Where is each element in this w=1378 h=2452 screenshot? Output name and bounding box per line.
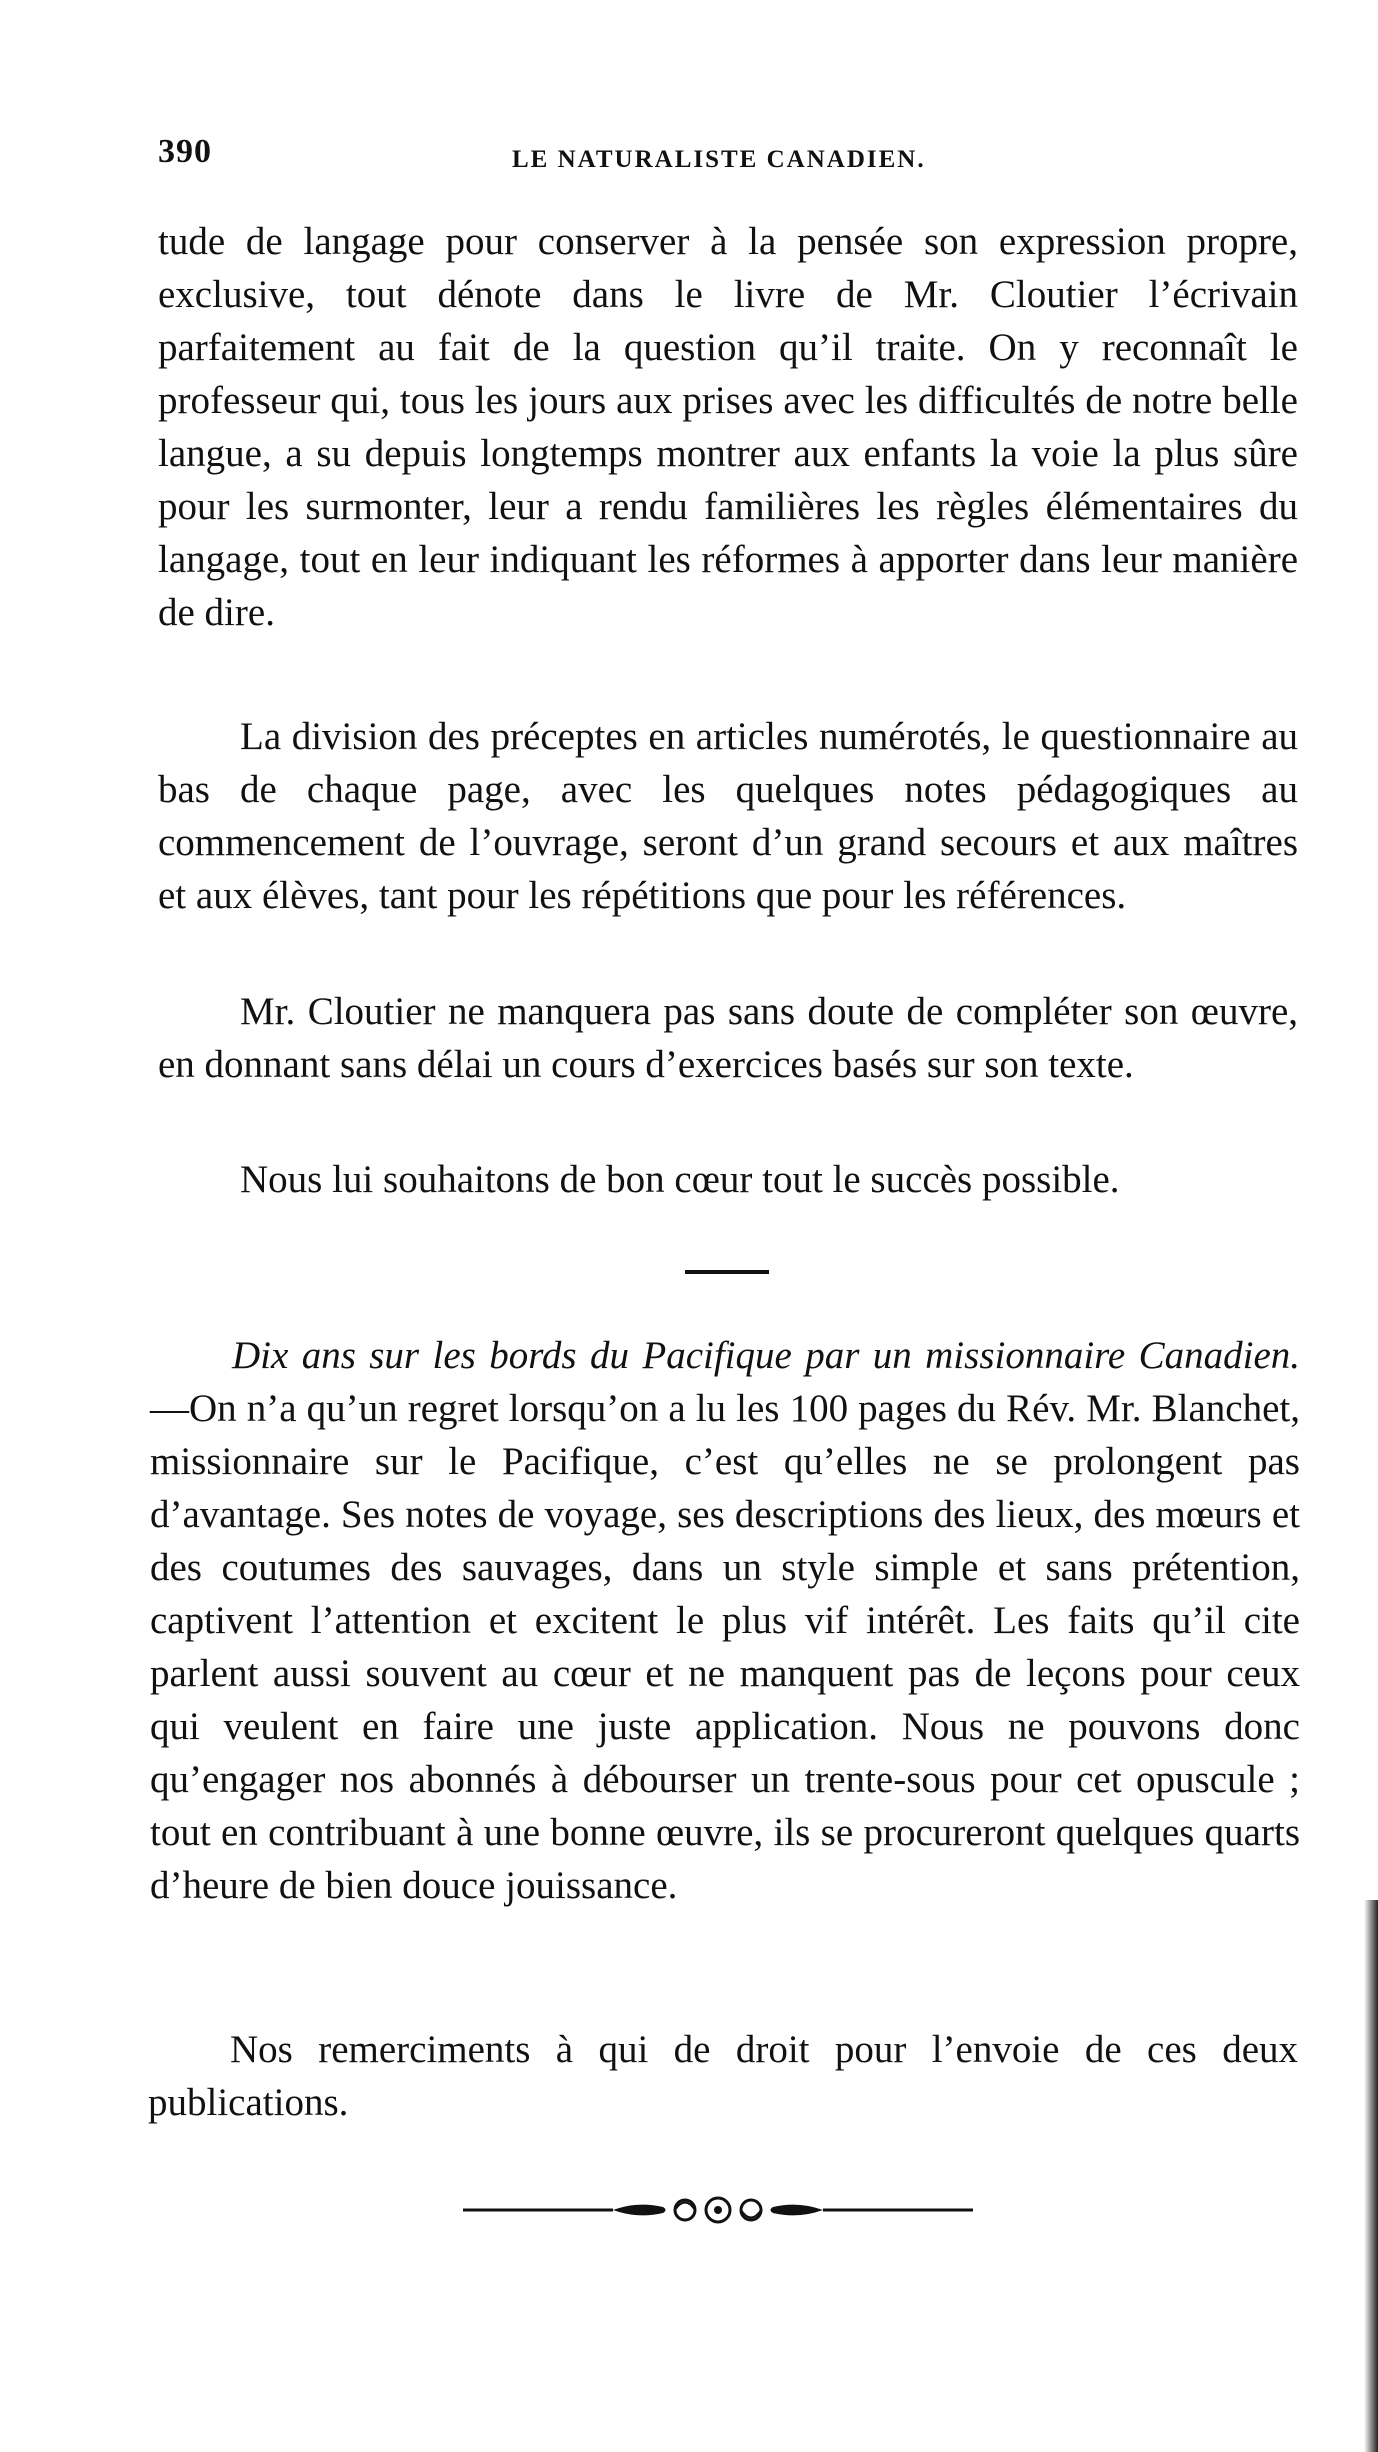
- page-number: 390: [158, 133, 212, 170]
- running-head: LE NATURALISTE CANADIEN.: [512, 146, 926, 173]
- paragraph-text: [150, 1329, 1300, 1912]
- paragraph-continuation: [158, 215, 1298, 639]
- paragraph-text: Mr. Cloutier ne manquera pas sans doute de compléter son œuvre, en donnant sans délai un cours d’exercices basés sur son texte.: [158, 990, 1298, 1086]
- paragraph-text: Nous lui souhaitons de bon cœur tout le succès possible.: [240, 1158, 1120, 1201]
- section-divider-rule: [685, 1270, 769, 1274]
- paragraph-text: Nos remerciments à qui de droit pour l’envoie de ces deux publications.: [148, 2028, 1298, 2124]
- paragraph-text: La division des préceptes en articles numérotés, le questionnaire au bas de chaque page, avec les quelques notes pédagogiques au commencement de l’ouvrage, seront d’un grand secours et aux maîtres et aux élèves, tant pour les répétitions que pour les références.: [158, 715, 1298, 917]
- review-body: —On n’a qu’un regret lorsqu’on a lu les 100 pages du Rév. Mr. Blanchet, missionnaire sur le Pacifique, c’est qu’elles ne se prolongent pas d’avantage. Ses notes de voyage, ses descriptions des lieux, des mœurs et des coutumes des sauvages, dans un style simple et sans prétention, captivent l’attention et excitent le plus vif intérêt. Les faits qu’il cite parlent aussi souvent au cœur et ne manquent pas de leçons pour ceux qui veulent en faire une juste application. Nous ne pouvons donc qu’engager nos abonnés à débourser un trente-sous pour cet opuscule ; tout en contribuant à une bonne œuvre, ils se procureront quelques quarts d’heure de bien douce jouissance.: [150, 1387, 1300, 1907]
- paragraph-division: [158, 710, 1298, 922]
- paragraph-text: tude de langage pour conserver à la pensée son expression propre, exclusive, tout dénote dans le livre de Mr. Cloutier l’écrivain parfaitement au fait de la question qu’il traite. On y reconnaît le professeur qui, tous les jours aux prises avec les difficultés de notre belle langue, a su depuis longtemps montrer aux enfants la voie la plus sûre pour les surmonter, leur a rendu familières les règles élémentaires du langage, tout en leur indiquant les réformes à apporter dans leur manière de dire.: [158, 220, 1298, 634]
- paragraph-wishes: [158, 1153, 1298, 1206]
- paragraph-cloutier: [158, 985, 1298, 1091]
- book-title: Dix ans sur les bords du Pacifique par un missionnaire Canadien.: [232, 1334, 1300, 1377]
- paragraph-thanks: [148, 2023, 1298, 2129]
- paragraph-review: [150, 1329, 1300, 1912]
- page-edge-shadow: [1364, 1900, 1378, 2452]
- fleuron-ornament-icon: [463, 2185, 973, 2235]
